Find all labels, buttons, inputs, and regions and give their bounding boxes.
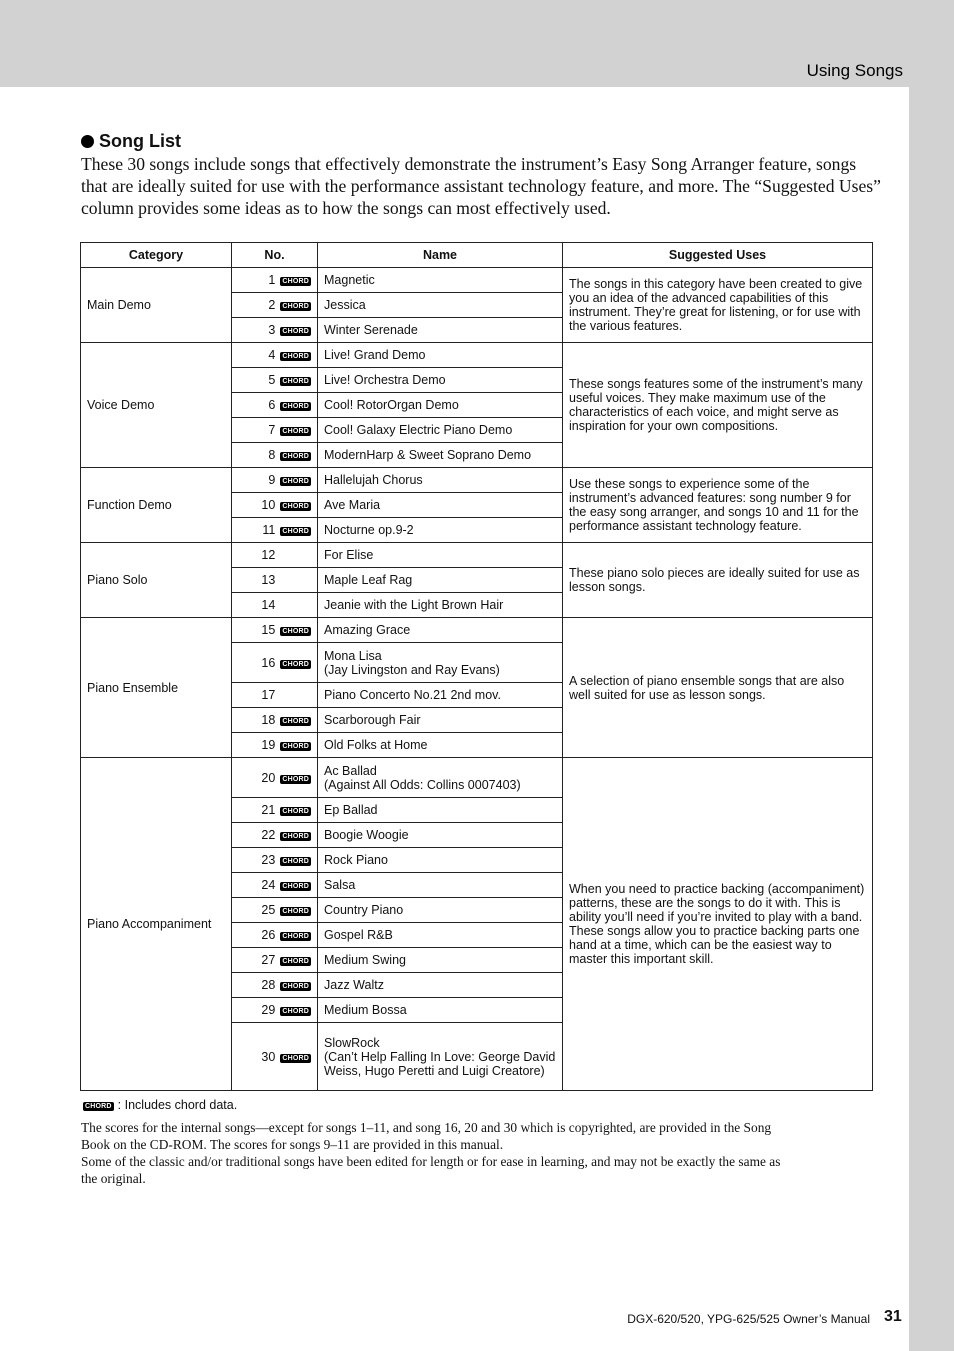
song-number: 2 xyxy=(268,298,276,312)
song-number: 9 xyxy=(268,473,276,487)
table-row xyxy=(81,468,873,493)
song-name: Nocturne op.9-2 xyxy=(324,523,414,537)
song-credit: (Against All Odds: Collins 0007403) xyxy=(324,777,521,792)
page-footer xyxy=(627,1308,902,1326)
song-number-cell xyxy=(232,873,318,898)
bullet-icon xyxy=(81,135,94,148)
song-name: Country Piano xyxy=(324,903,404,917)
suggested-uses-cell: A selection of piano ensemble songs that are also well suited for use as lesson songs. xyxy=(563,618,873,758)
chord-icon: CHORD xyxy=(282,718,309,725)
song-name-cell xyxy=(318,973,563,998)
song-name-cell xyxy=(318,368,563,393)
song-number-cell xyxy=(232,798,318,823)
song-name: For Elise xyxy=(324,548,374,562)
song-name: Ep Ballad xyxy=(324,803,378,817)
song-number-cell xyxy=(232,973,318,998)
chord-icon: CHORD xyxy=(282,933,309,940)
suggested-uses-cell: These songs features some of the instrument’s many useful voices. They make maximum use of the characteristics of each voice, and might serve as inspiration for your own compositions. xyxy=(563,343,873,468)
table-row xyxy=(81,543,873,568)
song-name: Cool! Galaxy Electric Piano Demo xyxy=(324,423,513,437)
song-name-cell xyxy=(318,758,563,798)
song-number-cell xyxy=(232,733,318,758)
song-name-cell xyxy=(318,568,563,593)
song-number-cell xyxy=(232,618,318,643)
song-number: 29 xyxy=(261,1003,276,1017)
table-row xyxy=(81,343,873,368)
chord-icon: CHORD xyxy=(85,1103,112,1110)
song-name: Salsa xyxy=(324,878,356,892)
song-name-cell xyxy=(318,493,563,518)
manual-title: DGX-620/520, YPG-625/525 Owner’s Manual xyxy=(627,1312,870,1326)
song-name: Amazing Grace xyxy=(324,623,411,637)
chord-icon: CHORD xyxy=(282,908,309,915)
song-name: Medium Bossa xyxy=(324,1003,407,1017)
side-band xyxy=(909,87,954,1351)
song-number: 6 xyxy=(268,398,276,412)
song-number-cell xyxy=(232,518,318,543)
song-name-cell xyxy=(318,543,563,568)
chord-icon: CHORD xyxy=(282,328,309,335)
song-number: 5 xyxy=(268,373,276,387)
song-name-cell xyxy=(318,708,563,733)
chord-icon: CHORD xyxy=(282,983,309,990)
legend-text: : Includes chord data. xyxy=(117,1098,238,1112)
song-number-cell xyxy=(232,643,318,683)
song-name: Piano Concerto No.21 2nd mov. xyxy=(324,688,501,702)
song-name-cell xyxy=(318,468,563,493)
song-name-cell xyxy=(318,518,563,543)
song-number-cell xyxy=(232,418,318,443)
chord-icon: CHORD xyxy=(282,378,309,385)
song-name: Jazz Waltz xyxy=(324,978,384,992)
song-number: 28 xyxy=(261,978,276,992)
song-name: Ave Maria xyxy=(324,498,381,512)
song-number-cell xyxy=(232,998,318,1023)
chord-icon: CHORD xyxy=(282,1054,309,1062)
song-name: Cool! RotorOrgan Demo xyxy=(324,398,459,412)
song-number: 18 xyxy=(261,713,276,727)
song-number: 17 xyxy=(261,688,276,702)
song-number: 27 xyxy=(261,953,276,967)
song-name-cell xyxy=(318,293,563,318)
chord-icon: CHORD xyxy=(282,528,309,535)
song-number-cell xyxy=(232,948,318,973)
category-cell: Piano Solo xyxy=(81,543,232,618)
song-name-cell xyxy=(318,898,563,923)
song-name: Hallelujah Chorus xyxy=(324,473,423,487)
song-name-cell xyxy=(318,998,563,1023)
song-name-cell xyxy=(318,268,563,293)
song-name: Mona Lisa xyxy=(324,648,382,663)
song-number-cell xyxy=(232,493,318,518)
song-name: Live! Grand Demo xyxy=(324,348,426,362)
song-name-cell xyxy=(318,443,563,468)
chord-icon: CHORD xyxy=(282,743,309,750)
category-cell: Function Demo xyxy=(81,468,232,543)
table-body xyxy=(81,268,873,1091)
song-name-cell xyxy=(318,873,563,898)
table-header-row xyxy=(81,243,873,268)
note-paragraph: Some of the classic and/or traditional songs have been edited for length or for ease in learning, and may not be exactly the same as the original. xyxy=(81,1154,781,1186)
song-number-cell xyxy=(232,368,318,393)
header-uses: Suggested Uses xyxy=(563,243,873,268)
song-credit: (Jay Livingston and Ray Evans) xyxy=(324,662,500,677)
table-row xyxy=(81,618,873,643)
category-cell: Voice Demo xyxy=(81,343,232,468)
chord-legend xyxy=(83,1098,237,1112)
song-number-cell xyxy=(232,923,318,948)
category-cell: Piano Ensemble xyxy=(81,618,232,758)
song-name-cell xyxy=(318,643,563,683)
song-name-cell xyxy=(318,618,563,643)
song-name: Scarborough Fair xyxy=(324,713,421,727)
song-name: Jeanie with the Light Brown Hair xyxy=(324,598,504,612)
song-name: Ac Ballad xyxy=(324,763,377,778)
chord-icon: CHORD xyxy=(282,453,309,460)
song-number-cell xyxy=(232,593,318,618)
song-name: SlowRock xyxy=(324,1035,380,1050)
song-number-cell xyxy=(232,318,318,343)
song-name: Old Folks at Home xyxy=(324,738,428,752)
song-number: 22 xyxy=(261,828,276,842)
chord-icon: CHORD xyxy=(282,478,309,485)
chord-icon: CHORD xyxy=(282,303,309,310)
song-number-cell xyxy=(232,393,318,418)
header-category: Category xyxy=(81,243,232,268)
song-name-cell xyxy=(318,923,563,948)
heading-text: Song List xyxy=(99,131,181,151)
chord-icon: CHORD xyxy=(282,428,309,435)
header-name: Name xyxy=(318,243,563,268)
song-number: 14 xyxy=(261,598,276,612)
song-number: 25 xyxy=(261,903,276,917)
song-number-cell xyxy=(232,468,318,493)
song-name: Maple Leaf Rag xyxy=(324,573,413,587)
song-number: 3 xyxy=(268,323,276,337)
song-number-cell xyxy=(232,898,318,923)
chord-icon: CHORD xyxy=(282,883,309,890)
song-name-cell xyxy=(318,393,563,418)
song-name: ModernHarp & Sweet Soprano Demo xyxy=(324,448,532,462)
song-number: 24 xyxy=(261,878,276,892)
song-number: 8 xyxy=(268,448,276,462)
song-number: 23 xyxy=(261,853,276,867)
chord-icon: CHORD xyxy=(282,660,309,668)
song-number: 10 xyxy=(261,498,276,512)
song-number: 21 xyxy=(261,803,276,817)
suggested-uses-cell: The songs in this category have been created to give you an idea of the advanced capabilities of this instrument. They’re great for listening, or for use with the various features. xyxy=(563,268,873,343)
song-number: 30 xyxy=(261,1049,276,1064)
song-name-cell xyxy=(318,1023,563,1091)
chord-icon: CHORD xyxy=(282,958,309,965)
song-name-cell xyxy=(318,798,563,823)
chord-icon: CHORD xyxy=(282,1008,309,1015)
song-number: 12 xyxy=(261,548,276,562)
song-name-cell xyxy=(318,418,563,443)
song-name: Winter Serenade xyxy=(324,323,418,337)
song-number: 11 xyxy=(262,523,276,537)
song-name-cell xyxy=(318,823,563,848)
song-number-cell xyxy=(232,1023,318,1091)
song-name-cell xyxy=(318,733,563,758)
chord-icon: CHORD xyxy=(282,833,309,840)
table-row xyxy=(81,268,873,293)
song-name: Medium Swing xyxy=(324,953,406,967)
song-number: 16 xyxy=(261,655,276,670)
intro-paragraph: These 30 songs include songs that effectively demonstrate the instrument’s Easy Song Arranger feature, songs that are ideally suited for use with the performance assistant technology feature, and more. The “Suggested Uses” column provides some ideas as to how the songs can most effectively used. xyxy=(81,154,881,218)
category-cell: Piano Accompaniment xyxy=(81,758,232,1091)
song-number-cell xyxy=(232,823,318,848)
song-name-cell xyxy=(318,948,563,973)
suggested-uses-cell: Use these songs to experience some of the instrument’s advanced features: song number 9 for the easy song arranger, and songs 10 and 11 for the performance assistant technology feature. xyxy=(563,468,873,543)
song-number-cell xyxy=(232,758,318,798)
song-number-cell xyxy=(232,543,318,568)
suggested-uses-cell: When you need to practice backing (accompaniment) patterns, these are the songs to do it with. This is ability you’ll need if you’re invited to play with a band. These songs allow you to practice backing parts one hand at a time, which can be the easiest way to master this important skill. xyxy=(563,758,873,1091)
song-number: 1 xyxy=(268,273,276,287)
song-name: Live! Orchestra Demo xyxy=(324,373,446,387)
chord-icon: CHORD xyxy=(282,808,309,815)
song-name-cell xyxy=(318,343,563,368)
song-name-cell xyxy=(318,593,563,618)
table-row xyxy=(81,758,873,798)
song-number-cell xyxy=(232,848,318,873)
page-number: 31 xyxy=(884,1308,902,1325)
song-number-cell xyxy=(232,568,318,593)
section-title: Using Songs xyxy=(806,61,903,80)
chord-icon: CHORD xyxy=(282,278,309,285)
song-number-cell xyxy=(232,683,318,708)
chord-icon: CHORD xyxy=(282,353,309,360)
song-name-cell xyxy=(318,848,563,873)
chord-icon: CHORD xyxy=(282,775,309,783)
song-number: 13 xyxy=(261,573,276,587)
song-number: 15 xyxy=(261,623,276,637)
song-number-cell xyxy=(232,708,318,733)
song-list-heading xyxy=(81,131,181,152)
song-credit: (Can’t Help Falling In Love: George David Weiss, Hugo Peretti and Luigi Creatore) xyxy=(324,1049,556,1078)
category-cell: Main Demo xyxy=(81,268,232,343)
song-number-cell xyxy=(232,293,318,318)
song-number: 7 xyxy=(268,423,276,437)
song-number: 26 xyxy=(261,928,276,942)
song-name-cell xyxy=(318,683,563,708)
song-list-table xyxy=(80,242,873,1091)
song-name: Gospel R&B xyxy=(324,928,393,942)
song-name: Jessica xyxy=(324,298,366,312)
chord-icon: CHORD xyxy=(282,858,309,865)
notes xyxy=(81,1119,791,1187)
song-name: Rock Piano xyxy=(324,853,388,867)
song-number: 19 xyxy=(261,738,276,752)
note-paragraph: The scores for the internal songs—except for songs 1–11, and song 16, 20 and 30 which is copyrighted, are provided in the Song Book on the CD-ROM. The scores for songs 9–11 are provided in this manual. xyxy=(81,1120,772,1152)
song-name: Magnetic xyxy=(324,273,375,287)
header-no: No. xyxy=(232,243,318,268)
song-number-cell xyxy=(232,443,318,468)
song-number: 20 xyxy=(261,770,276,785)
song-name-cell xyxy=(318,318,563,343)
chord-icon: CHORD xyxy=(282,503,309,510)
song-number: 4 xyxy=(268,348,276,362)
chord-icon: CHORD xyxy=(282,403,309,410)
song-name: Boogie Woogie xyxy=(324,828,409,842)
chord-icon: CHORD xyxy=(282,628,309,635)
suggested-uses-cell: These piano solo pieces are ideally suited for use as lesson songs. xyxy=(563,543,873,618)
song-number-cell xyxy=(232,268,318,293)
song-number-cell xyxy=(232,343,318,368)
